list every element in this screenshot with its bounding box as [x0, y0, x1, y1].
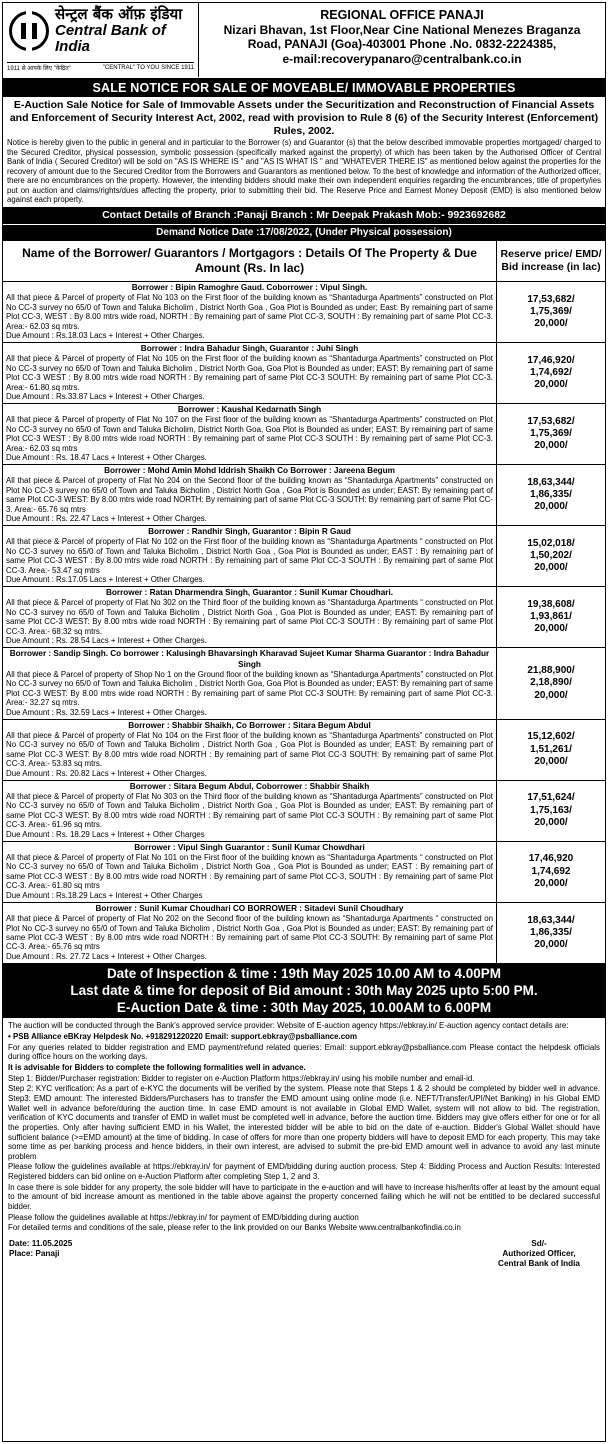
bank-logo-icon — [9, 11, 49, 51]
bank-logo — [3, 3, 199, 77]
property-description: All that piece & Parcel of property of Flat No 202 on the Second floor of the building known as “Shantadurga Apartments “ constructed on Plot No CC-3 survey no 65/0 of Town and Taluka Bicholim , District North Goa , Goa Plot is Bounded as under; EAST: By remaining part of same Plot CC-3 WEST : By 8.00 mtrs wide road NORTH : By remaining part of same Plot CC-3 SOUTH: By remaining part of same Plot CC-3. Area:- 65.76 sq mtrs — [6, 914, 493, 952]
due-amount: Due Amount : Rs.18.29 Lacs + Interest + Other Charges — [6, 890, 203, 900]
property-description: All that piece & Parcel of property of Flat No 204 on the Second floor of the building known as “Shantadurga Apartments” constructed on Plot No CC-3 survey no 65/0 of Town and Taluka Bicholim , District North Goa , Goa Plot is Bounded as under; EAST: By remaining part of same Plot CC-3 WEST: By 8.00 mtrs wide road NORTH: By remaining part of same Plot CC-3 SOUTH: By remaining part of same Plot CC-3. Area:- 65.76 sq mtrs — [6, 476, 493, 514]
emd-amount: 1,75,369/ — [530, 305, 572, 317]
bid-increase: 20,000/ — [534, 501, 568, 513]
inspection-date: Date of Inspection & time : 19th May 2025 10.00 AM to 4.00PM — [106, 965, 502, 981]
reserve-price: 15,12,602/ — [527, 731, 575, 743]
property-details — [3, 587, 497, 647]
bid-increase: 20,000/ — [534, 938, 568, 950]
emd-amount: 1,75,163/ — [530, 804, 572, 816]
reserve-price: 15,02,018/ — [527, 537, 575, 549]
officer-title: Authorized Officer, — [502, 1249, 576, 1259]
terms-p4: It is advisable for Bidders to complete the following formalities well in advance. — [8, 1063, 306, 1073]
table-row — [3, 343, 605, 404]
borrower-line: Borrower : Ratan Dharmendra Singh, Guarantor : Sunil Kumar Choudhari. — [105, 588, 394, 598]
emd-amount: 1,93,861/ — [530, 611, 572, 623]
signature-sd: Sd/- — [531, 1238, 547, 1248]
terms-step2: Step 2: KYC verification: As a part of e-KYC the documents will be verified by the system. Please note that Steps 1 & 2 should be completed by bidder well in advance. Step3: EMD amount: The interested Bidders/Purchasers has to transfer the EMD amount using online mode (i.e. NEFT/Transfer/UPI/Net Banking) in his Global EMD Wallet well in advance before/during the auction time. In case EMD amount is not available in Global EMD Wallet, system will not allow to bid. The registration, verification of KYC documents and transfer of EMD in wallet must be completed well in advance, before the auction time. Bidders may give offers either for one or for all the properties. Only after having sufficient EMD in his Wallet, the interested bidder will be able to bid on the date of e-auction. Bidder's Global Wallet should have sufficient balance (>=EMD amount) at the time of bidding. In case of offers for more than one property bidders will have to deposit EMD for each property. This may take some time as per banking process and hence bidders, in their own interest, are advised to submit the pre-bid EMD amount well in advance to avoid any last minute problem — [8, 1084, 600, 1161]
due-amount: Due Amount : Rs. 18.29 Lacs + Interest + Other Charges — [6, 829, 205, 839]
table-row — [3, 648, 605, 719]
due-amount: Due Amount : Rs.18.03 Lacs + Interest + Other Charges. — [6, 331, 205, 341]
reserve-price: 17,51,624/ — [527, 792, 575, 804]
terms-p7: Please follow the guidelines available at https://ebkray.in/ for payment of EMD/bidding during auction process. Step 4: Bidding Process and Auction Results: Interested Registered bidders can bid online on e-Auction Platform after completing Step 1, 2 and 3. — [8, 1162, 600, 1182]
borrower-line: Borrower : Kaushal Kedarnath Singh — [177, 405, 322, 415]
reserve-block — [497, 842, 605, 902]
contact-band: Contact Details of Branch :Panaji Branch : Mr Deepak Prakash Mob:- 9923692682 — [3, 207, 605, 224]
property-description: All that piece & Parcel of property of Flat No 104 on the First floor of the building known as “Shantadurga Apartments” constructed on Plot No CC-3 survey no 65/0 of Town and Taluka Bicholim , District North Goa , Goa Plot is Bounded as under; EAST: By remaining part of same Plot CC-3 WEST: By 8.00 mtrs wide road NORTH : By remaining part of same Plot CC-3 SOUTH: By remaining part of same Plot CC-3. Area:- 53.83 sq mtrs. — [6, 730, 493, 769]
due-amount: Due Amount : Rs.17.05 Lacs + Interest + Other Charges. — [6, 575, 205, 585]
emd-amount: 1,86,335/ — [530, 926, 572, 938]
terms-p10: For detailed terms and conditions of the sale, please refer to the link provided on our Banks Website www.centralbankofindia.co.in — [8, 1223, 461, 1233]
col-header-reserve: Reserve price/ EMD/ Bid increase (in lac) — [500, 248, 602, 273]
logo-tagline-left: 1911 से आपके लिए "केंद्रित" — [7, 66, 71, 72]
bid-increase: 20,000/ — [534, 689, 568, 701]
borrower-line: Borrower : Shabbir Shaikh, Co Borrower : Sitara Begum Abdul — [128, 720, 371, 730]
borrower-line: Borrower : Randhir Singh, Guarantor : Bipin R Gaud — [148, 527, 351, 537]
reserve-block — [497, 781, 605, 841]
logo-tagline-right: "CENTRAL" TO YOU SINCE 1911 — [102, 65, 194, 71]
signature-block — [3, 1237, 605, 1270]
property-details — [3, 720, 497, 780]
reserve-price: 21,88,900/ — [527, 665, 575, 677]
reserve-block — [497, 526, 605, 586]
emd-amount: 1,50,202/ — [530, 550, 572, 562]
property-description: All that piece & Parcel of property of Flat No 102 on the First floor of the building known as “Shantadurga Apartments “ constructed on Plot No CC-3 survey no 65/0 of Town and Taluka Bicholim , District North Goa , Goa Plot is Bounded as under; EAST : By remaining part of same Plot CC-3 WEST : By 8.00 mtrs wide road NORTH : By remaining part of same Plot CC-3 SOUTH : By remaining part of same Plot CC-3. Area:- 53.47 sq mtrs — [6, 537, 493, 575]
property-description: All that piece & Parcel of property of Flat No 302 on the Third floor of the building known as “Shantadurga Apartments “ constructed on Plot No CC-3 survey no 65/0 of Town and Taluka Bicholim , District North Goa , Goa Plot is Bounded as under; EAST: By remaining part of same Plot CC-3 WEST: By 8.00 mtrs wide road NORTH : By remaining part of same Plot CC-3 SOUTH : By remaining part of same Plot CC-3. Area:- 68.32 sq mtrs. — [6, 598, 493, 636]
reserve-block — [497, 465, 605, 525]
due-amount: Due Amount : Rs. 18.47 Lacs + Interest + Other Charges. — [6, 453, 207, 463]
reserve-price: 19,38,608/ — [527, 598, 575, 610]
terms-p1: The auction will be conducted through the Bank's approved service provider: Website of E-auction agency https://ebkray.in/ E-auction agency contact details are: — [8, 1021, 569, 1031]
notice-place: Place: Panaji — [9, 1249, 60, 1259]
reserve-price: 17,53,682/ — [527, 293, 575, 305]
reserve-block — [497, 648, 605, 718]
bid-increase: 20,000/ — [534, 440, 568, 452]
bid-increase: 20,000/ — [534, 623, 568, 635]
due-amount: Due Amount : Rs. 27.72 Lacs + Interest + Other Charges. — [6, 951, 207, 961]
auction-date: E-Auction Date & time : 30th May 2025, 10.00AM to 6.00PM — [116, 999, 492, 1015]
demand-notice-band: Demand Notice Date :17/08/2022, (Under Physical possession) — [3, 224, 605, 240]
auction-dates — [3, 964, 605, 1019]
bid-increase: 20,000/ — [534, 816, 568, 828]
reserve-price: 18,63,344/ — [527, 476, 575, 488]
table-row — [3, 465, 605, 526]
reserve-price: 17,53,682/ — [527, 415, 575, 427]
borrower-line: Borrower : Mohd Amin Mohd Iddrish Shaikh Co Borrower : Jareena Begum — [104, 466, 395, 476]
terms-p3: For any queries related to bidder registration and EMD payment/refund related queries: Email: support.ebkray@psballiance.com Please contact the helpdesk officials during office hours on the working days. — [8, 1042, 600, 1062]
terms-step1: Step 1: Bidder/Purchaser registration: Bidder to register on e-Auction Platform https://ebkray.in/ using his mobile number and email-id. — [8, 1073, 475, 1083]
property-table — [3, 240, 605, 964]
borrower-line: Borrower : Sunil Kumar Choudhari CO BORROWER : Sitadevi Sunil Choudhary — [95, 903, 404, 913]
borrower-line: Borrower : Vipul Singh Guarantor : Sunil Kumar Chowdhari — [134, 842, 365, 852]
bid-increase: 20,000/ — [534, 755, 568, 767]
property-details — [3, 465, 497, 525]
reserve-block — [497, 720, 605, 780]
logo-hindi-text: सेन्ट्रल बैंक ऑफ़ इंडिया — [55, 5, 183, 23]
property-details — [3, 343, 497, 403]
due-amount: Due Amount : Rs. 22.47 Lacs + Interest + Other Charges. — [6, 514, 207, 524]
emd-amount: 1,74,692/ — [530, 366, 572, 378]
emd-amount: 2,18,890/ — [530, 677, 572, 689]
property-description: All that piece & Parcel of property of Flat No 101 on the First floor of the building known as “Shantadurga Apartments “ constructed on Plot No CC-3 survey no 65/0 of Town and Taluka Bicholim , District North Goa , Goa Plot is Bounded as under; EAST : By remaining part of same Plot CC-3 WEST : By 8.00 mtrs wide road NORTH : By remaining part of same Plot CC-3, SOUTH : By remaining part of same Plot CC-3. Area:- 61.80 sq mtrs — [6, 852, 493, 891]
property-details — [3, 781, 497, 841]
borrower-line: Borrower : Bipin Ramoghre Gaud. Coborrower : Vipul Singh. — [131, 282, 368, 292]
due-amount: Due Amount : Rs.33.87 Lacs + Interest + Other Charges. — [6, 392, 205, 402]
table-row — [3, 526, 605, 587]
emd-amount: 1,86,335/ — [530, 489, 572, 501]
col-header-property: Name of the Borrower/ Guarantors / Mortgagors : Details Of The Property & Due Amount (Rs. In lac) — [3, 241, 497, 281]
property-description: All that piece & Parcel of property of Flat No 103 on the First floor of the building known as “Shantadurga Apartments” constructed on Plot No CC-3 survey no 65/0 of Town and Taluka Bicholim , District North Goa , Goa Plot is Bounded as under; East: By remaining part of same Plot CC-3, WEST : By 8.00 mtrs wide road, NORTH : By remaining part of same Plot CC-3, SOUTH : By remaining part of same Plot CC-3. Area:- 62.03 sq mtrs. — [6, 293, 493, 331]
property-description: All that piece & Parcel of property of Shop No 1 on the Ground floor of the building known as “Shantadurga Apartments” constructed on Plot No CC-3 survey no 65/0 of Town and Taluka Bicholim , District North Goa, Goa Plot is Bounded as under; EAST: By remaining part of same Plot CC-3 WEST: By 8.00 mtrs wide road NORTH : By remaining part of same Plot CC-3 SOUTH: By remaining part of same Plot CC-3. Area:- 32.27 sq mtrs. — [6, 669, 493, 708]
reserve-block — [497, 343, 605, 403]
notice-paragraph: Notice is hereby given to the public in general and in particular to the Borrower (s) and Guarantor (s) that the below described immovable properties mortgaged/ charged to the Secured Creditor, physical possession, symbolic possession (specifically marked against the property) of which has been taken by the Authorised Officer of Central Bank of India ( Secured Creditor) will be sold on "AS IS WHERE IS " and "AS IS WHAT IS " and "WHATEVER THERE IS" as mentioned below against the properties for the recovery of amount due to the Secured Creditor from the Borrowers and Guarantors as mentioned below. To the best of knowledge and information of the Authorized officer, there are no encumbrances on the property. However, the intending bidders should make their own independent enquiries regarding the encumbrances, title of property/ies put on auction and claims/rights/dues affecting the property, prior to submitting their bid. The Reserve Price and Earnest Money Deposit (EMD) is also mentioned below against each property. — [7, 138, 601, 205]
emd-amount: 1,74,692 — [531, 865, 571, 877]
emd-amount: 1,75,369/ — [530, 427, 572, 439]
table-row — [3, 903, 605, 964]
terms-p9: Please follow the guidelines available at https://ebkray.in/ for payment of EMD/bidding during auction — [8, 1212, 359, 1222]
notice-date: Date: 11.05.2025 — [9, 1238, 73, 1248]
reserve-block — [497, 903, 605, 963]
office-address — [199, 3, 605, 78]
bid-increase: 20,000/ — [534, 379, 568, 391]
reserve-price: 17,46,920/ — [527, 354, 575, 366]
due-amount: Due Amount : Rs. 28.54 Lacs + Interest + Other Charges. — [6, 636, 207, 646]
property-details — [3, 842, 497, 902]
property-details — [3, 648, 497, 718]
terms-section — [3, 1018, 605, 1236]
property-details — [3, 903, 497, 963]
deposit-deadline: Last date & time for deposit of Bid amount : 30th May 2025 upto 5:00 PM. — [70, 982, 538, 998]
reserve-price: 17,46,920 — [528, 853, 574, 865]
reserve-block — [497, 587, 605, 647]
reserve-block — [497, 404, 605, 464]
borrower-line: Borrower : Indra Bahadur Singh, Guarantor : Juhi Singh — [140, 343, 359, 353]
property-description: All that piece & Parcel of property of Flat No 107 on the First floor of the building known as “Shantadurga Apartments” constructed on Plot No CC-3 survey no 65/0 of Town and Taluka Bicholim, District North Goa, Goa Plot is Bounded as under; EAST: By remaining part of same Plot CC-3 WEST : By 8.00 mtrs wide road NORTH : By remaining part of same Plot CC-3 SOUTH : By remaining part of same Plot CC-3. Area:- 62.03 sq mtrs — [6, 415, 493, 453]
due-amount: Due Amount : Rs. 20.82 Lacs + Interest + Other Charges. — [6, 768, 207, 778]
property-details — [3, 282, 497, 342]
address-line-1: Nizari Bhavan, 1st Floor,Near Cine National Menezes Braganza — [223, 23, 581, 37]
table-row — [3, 587, 605, 648]
borrower-line: Borrower : Sandip Singh. Co borrower : Kalusingh Bhavarsingh Kharavad Sujeet Kumar Sharma Guarantor : Indra Bahadur Singh — [9, 649, 490, 669]
table-row — [3, 781, 605, 842]
table-row — [3, 404, 605, 465]
reserve-block — [497, 282, 605, 342]
borrower-line: Borrower : Sitara Begum Abdul, Coborrower : Shabbir Shaikh — [129, 781, 370, 791]
logo-tagline — [7, 62, 194, 73]
property-description: All that piece & Parcel of property of Flat No 303 on the Third floor of the building known as “Shantadurga Apartments” constructed on Plot No CC-3 survey no 65/0 of Town and Taluka Bicholim , District North Goa , Goa Plot is Bounded as under; EAST: By remaining part of same Plot CC-3 WEST: By 8.00 mtrs wide road NORTH : By remaining part of same Plot CC-3 SOUTH : By remaining part of same Plot CC-3. Area:- 61.96 sq mtrs. — [6, 791, 493, 830]
sale-notice — [2, 2, 606, 1442]
table-row — [3, 842, 605, 903]
table-header-row — [3, 241, 605, 282]
address-line-2: Road, PANAJI (Goa)-403001 Phone .No. 0832-2224385, — [247, 37, 557, 52]
reserve-price: 18,63,344/ — [527, 914, 575, 926]
notice-header — [3, 3, 605, 79]
bid-increase: 20,000/ — [534, 562, 568, 574]
office-title: REGIONAL OFFICE PANAJI — [320, 8, 484, 22]
notice-banner: SALE NOTICE FOR SALE OF MOVEABLE/ IMMOVABLE PROPERTIES — [3, 79, 605, 97]
logo-english-text: Central Bank of India — [55, 21, 166, 55]
table-row — [3, 282, 605, 343]
property-description: All that piece & Parcel of property of Flat No 105 on the First floor of the building known as “Shantadurga Apartments” constructed on Plot No CC-3 survey no 65/0 of Town and Taluka Bicholim , District North Goa, Goa Plot is Bounded as under; EAST: By remaining part of same Plot CC-3 WEST : By 8.00 mtrs wide road NORTH : By remaining part of same Plot CC-3 SOUTH: By remaining part of same Plot CC-3. Area:- 61.80 sq mtrs. — [6, 354, 493, 392]
emd-amount: 1,51,261/ — [530, 743, 572, 755]
property-details — [3, 526, 497, 586]
bid-increase: 20,000/ — [534, 877, 568, 889]
property-details — [3, 404, 497, 464]
notice-subtitle: E-Auction Sale Notice for Sale of Immovable Assets under the Securitization and Reconstruction of Financial Assets and Enforcement of Security Interest Act, 2002, read with provision to Rule 8 (6) of the Security Interest (Enforcement) Rules, 2002. — [9, 99, 599, 137]
due-amount: Due Amount : Rs. 32.59 Lacs + Interest + Other Charges. — [6, 707, 207, 717]
table-row — [3, 720, 605, 781]
email-line: e-mail:recoverypanaro@centralbank.co.in — [282, 51, 522, 66]
helpdesk-line: • PSB Alliance eBKray Helpdesk No. +918291220220 Email: support.ebkray@psballiance.com — [8, 1032, 357, 1042]
bank-name: Central Bank of India — [498, 1259, 580, 1269]
terms-p8: In case there is sole bidder for any property, the sole bidder will have to participate in the e-auction and will have to increase his/her/its offer at least by the amount equal to the amount of bid increase amount as mentioned in the table above against the property concerned failing which he will not be entitled to be declared successful bidder. — [8, 1182, 600, 1211]
bid-increase: 20,000/ — [534, 318, 568, 330]
